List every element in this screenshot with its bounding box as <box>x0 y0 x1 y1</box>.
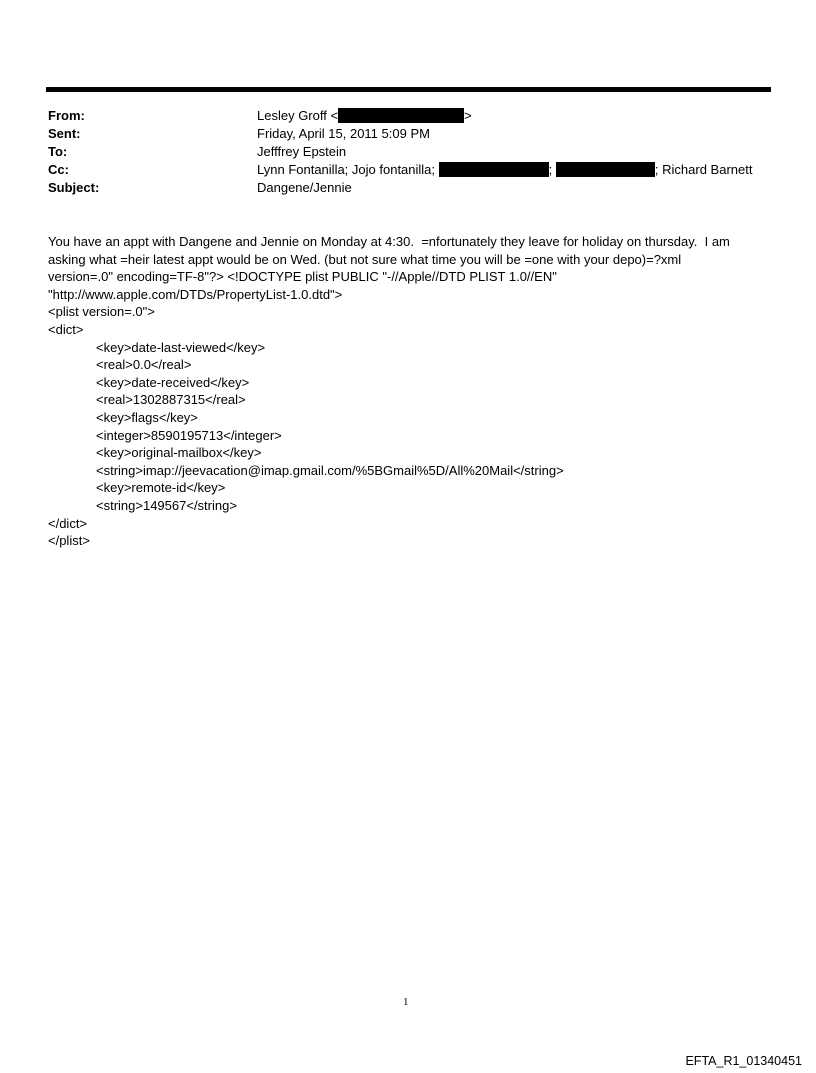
body-line: <key>flags</key> <box>96 409 198 425</box>
body-line: <real>0.0</real> <box>96 357 192 373</box>
body-line: <plist version=.0"> <box>48 304 155 320</box>
redaction-box <box>338 108 464 123</box>
cc-label: Cc: <box>48 162 69 177</box>
email-body <box>48 233 773 550</box>
body-line: asking what =heir latest appt would be on Wed. (but not sure what time you will be =one with your depo)=?xml <box>48 251 682 267</box>
to-value: Jefffrey Epstein <box>257 144 347 159</box>
body-line: <string>imap://jeevacation@imap.gmail.com/%5BGmail%5D/All%20Mail</string> <box>96 462 564 478</box>
cc-tail: ; Richard Barnett <box>654 162 753 177</box>
body-line: You have an appt with Dangene and Jennie on Monday at 4:30. =nfortunately they leave for holiday on thursday. I am <box>48 234 730 249</box>
body-line: <key>original-mailbox</key> <box>96 445 262 461</box>
subject-label: Subject: <box>48 180 100 195</box>
sent-label: Sent: <box>48 126 81 141</box>
from-value <box>257 107 472 125</box>
to-row <box>48 143 778 161</box>
cc-value <box>257 161 752 179</box>
subject-value: Dangene/Jennie <box>257 180 352 195</box>
body-line: "http://www.apple.com/DTDs/PropertyList-1.0.dtd"> <box>48 286 343 302</box>
body-line: </plist> <box>48 533 90 549</box>
cc-separator: ; <box>548 162 553 177</box>
body-line: <key>date-last-viewed</key> <box>96 339 266 355</box>
page-number: 1 <box>403 996 409 1008</box>
to-label: To: <box>48 144 68 159</box>
sent-value: Friday, April 15, 2011 5:09 PM <box>257 126 430 141</box>
from-name: Lesley Groff < <box>257 108 339 123</box>
redaction-box <box>556 162 655 177</box>
from-row <box>48 107 778 125</box>
body-line: <key>date-received</key> <box>96 374 250 390</box>
header-rule <box>46 87 771 92</box>
from-suffix: > <box>464 108 472 123</box>
body-line: <real>1302887315</real> <box>96 392 246 408</box>
cc-row <box>48 161 778 179</box>
body-line: <string>149567</string> <box>96 497 237 513</box>
document-id: EFTA_R1_01340451 <box>685 1054 802 1068</box>
email-header <box>48 107 778 197</box>
body-line: <key>remote-id</key> <box>96 480 226 496</box>
body-line: <integer>8590195713</integer> <box>96 427 282 443</box>
subject-row <box>48 179 778 197</box>
sent-row <box>48 125 778 143</box>
body-line: version=.0" encoding=TF-8"?> <!DOCTYPE plist PUBLIC "-//Apple//DTD PLIST 1.0//EN" <box>48 269 557 285</box>
from-label: From: <box>48 108 85 123</box>
body-line: </dict> <box>48 515 88 531</box>
redaction-box <box>439 162 549 177</box>
cc-names: Lynn Fontanilla; Jojo fontanilla; <box>257 162 436 177</box>
body-line: <dict> <box>48 321 84 337</box>
